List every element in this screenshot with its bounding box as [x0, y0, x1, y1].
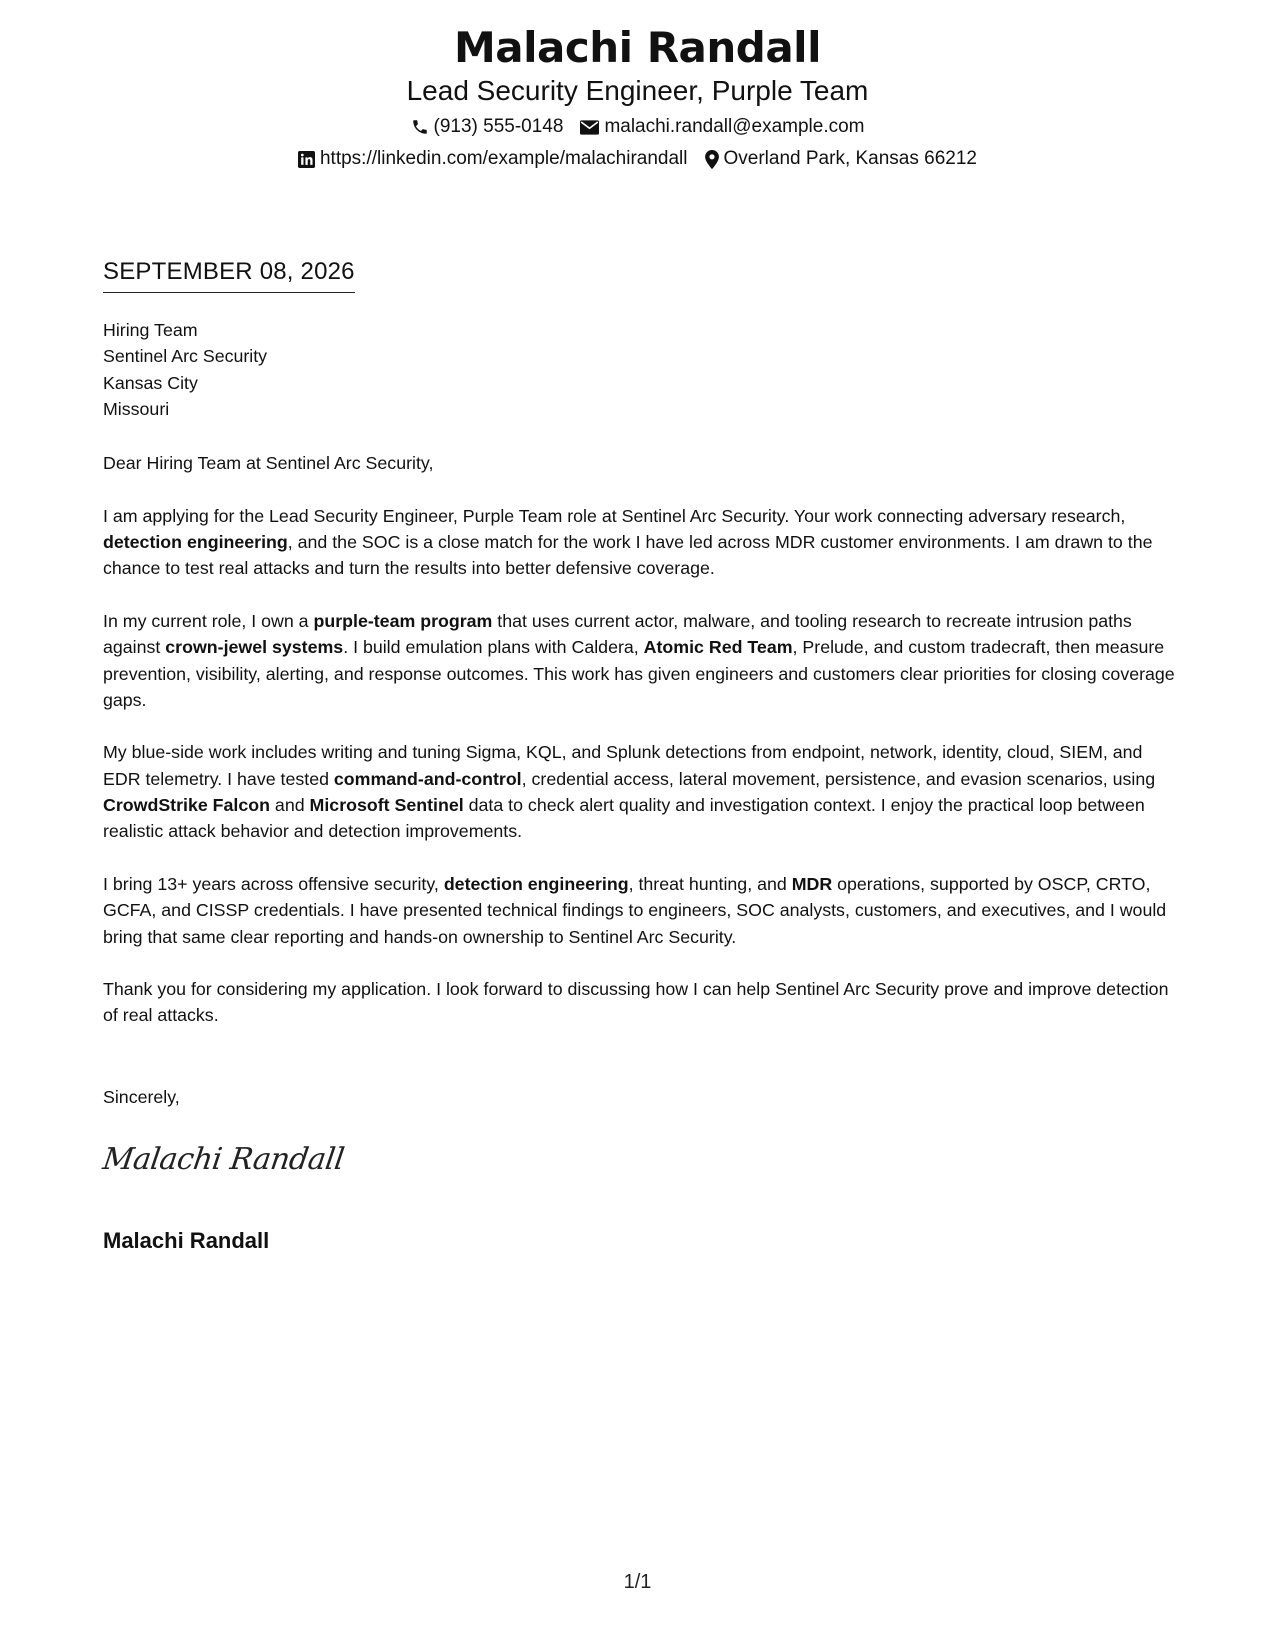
paragraph-blue-side: My blue-side work includes writing and tuning Sigma, KQL, and Splunk detections from endpoint, network, identity, cloud, SIEM, and EDR telemetry. I have tested command-and-control, credential access, lateral movement, persistence, and evasion scenarios, using CrowdStrike Falcon and Microsoft Sentinel data to check alert quality and investigation context. I enjoy the practical loop between realistic attack behavior and detection improvements. [103, 742, 1156, 842]
paragraph-intro: I am applying for the Lead Security Engineer, Purple Team role at Sentinel Arc Security. Your work connecting adversary research, detection engineering, and the SOC is a close match for the work I have led across MDR customer environments. I am drawn to the chance to test real attacks and turn the results into better defensive coverage. [103, 505, 1153, 579]
paragraph-current-role: In my current role, I own a purple-team program that uses current actor, malware, and tooling research to recreate intrusion paths against crown-jewel systems. I build emulation plans with Caldera, Atomic Red Team, Prelude, and custom tradecraft, then measure prevention, visibility, alerting, and response outcomes. This work has given engineers and customers clear priorities for closing coverage gaps. [103, 610, 1175, 710]
letter-body [103, 317, 1175, 1029]
recipient-line: Sentinel Arc Security [103, 346, 268, 367]
location-contact [705, 147, 978, 171]
email-contact[interactable] [580, 115, 864, 139]
location-text: Overland Park, Kansas 66212 [723, 148, 977, 169]
linkedin-icon [298, 151, 315, 168]
phone-contact [411, 115, 564, 139]
letter-header [0, 22, 1275, 171]
contact-line-1 [0, 115, 1275, 139]
letter-date: SEPTEMBER 08, 2026 [103, 257, 355, 293]
signer-name: Malachi Randall [103, 1228, 270, 1253]
recipient-block [103, 317, 1175, 422]
email-address[interactable]: malachi.randall@example.com [604, 116, 865, 137]
recipient-line: Missouri [103, 398, 170, 419]
applicant-title: Lead Security Engineer, Purple Team [406, 75, 869, 106]
phone-number: (913) 555-0148 [433, 116, 564, 137]
linkedin-url[interactable]: https://linkedin.com/example/malachirandall [319, 148, 688, 169]
salutation: Dear Hiring Team at Sentinel Arc Security, [103, 453, 434, 474]
linkedin-contact[interactable] [298, 147, 688, 171]
signature: Malachi Randall [100, 1142, 347, 1177]
recipient-line: Hiring Team [103, 320, 198, 340]
page-number: 1/1 [623, 1571, 652, 1593]
paragraph-experience: I bring 13+ years across offensive security, detection engineering, threat hunting, and MDR operations, supported by OSCP, CRTO, GCFA, and CISSP credentials. I have presented technical findings to engineers, SOC analysts, customers, and executives, and I would bring that same clear reporting and hands-on ownership to Sentinel Arc Security. [103, 873, 1167, 947]
phone-icon [411, 118, 429, 136]
paragraph-thanks: Thank you for considering my application. I look forward to discussing how I can help Sentinel Arc Security prove and improve detection of real attacks. [103, 979, 1169, 1026]
recipient-line: Kansas City [103, 372, 198, 393]
contact-line-2 [0, 147, 1275, 171]
map-pin-icon [705, 150, 719, 169]
applicant-name: Malachi Randall [454, 23, 821, 72]
closing: Sincerely, [103, 1087, 180, 1107]
envelope-icon [580, 120, 599, 135]
